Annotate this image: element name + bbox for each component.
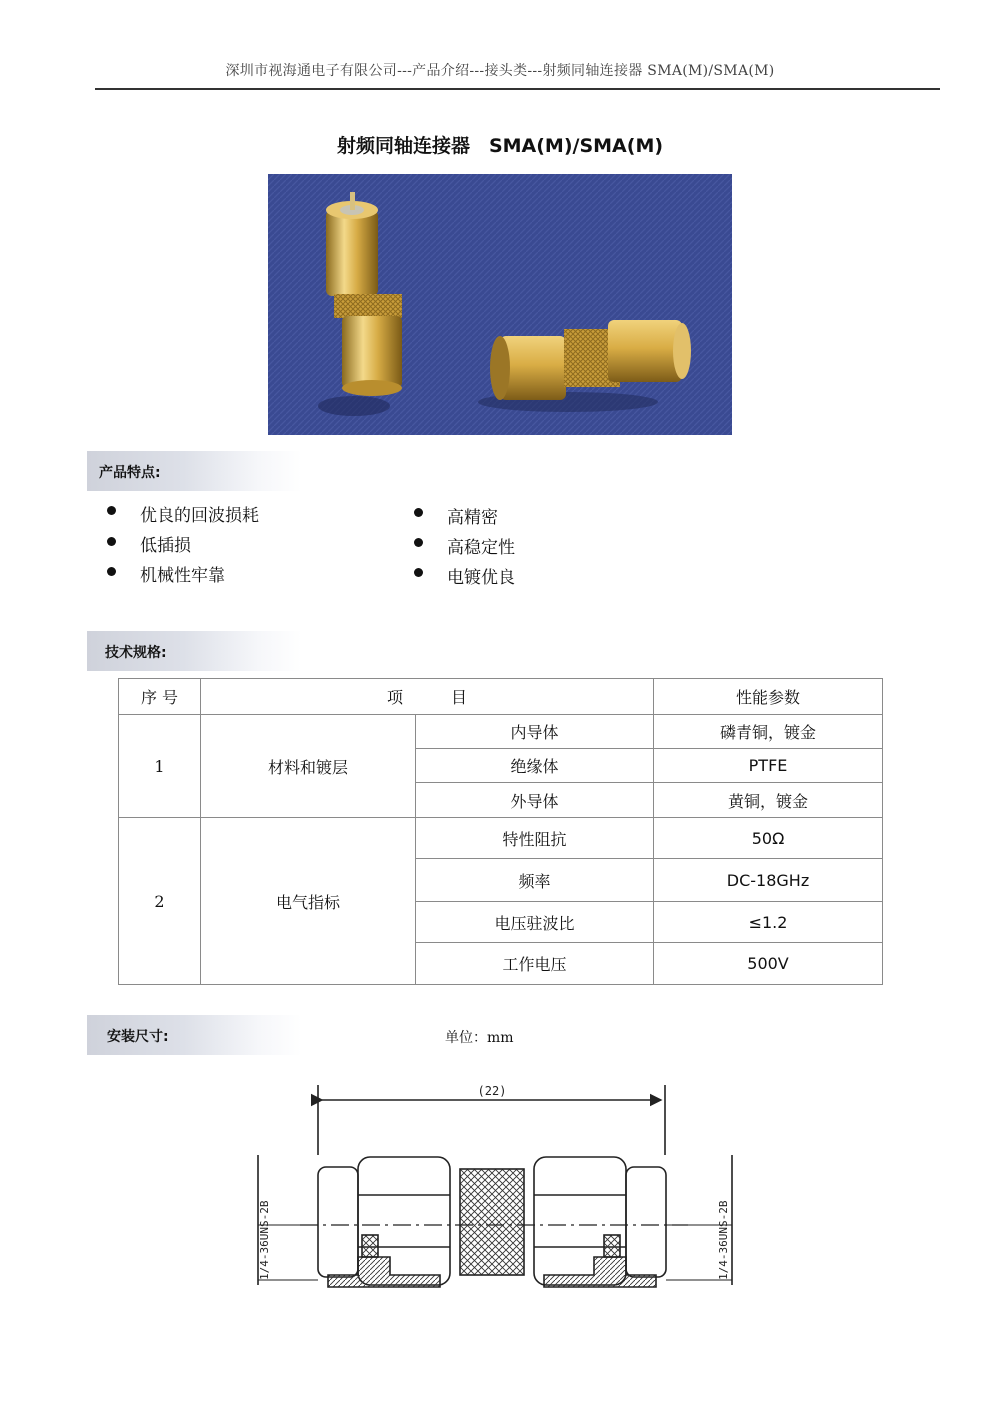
value-cell: 磷青铜，镀金	[654, 715, 883, 749]
header-item: 项 目	[201, 679, 654, 715]
header-rule	[95, 88, 940, 90]
item-cell: 外导体	[416, 783, 654, 818]
header-no: 序 号	[119, 679, 201, 715]
section-title-dimensions: 安装尺寸:	[107, 1029, 169, 1045]
feature-item: 高稳定性	[447, 538, 515, 558]
table-row	[119, 818, 883, 859]
section-title-features: 产品特点:	[99, 465, 161, 481]
group-name: 电气指标	[201, 818, 416, 985]
section-title-specs: 技术规格:	[105, 645, 167, 661]
bullet-icon	[107, 567, 116, 576]
unit-label: 单位：mm	[445, 1030, 514, 1046]
section-tag-features	[87, 451, 302, 491]
item-cell: 特性阻抗	[416, 818, 654, 859]
thread-left-label: 1/4-36UNS-2B	[258, 1200, 271, 1280]
item-cell: 内导体	[416, 715, 654, 749]
bullet-icon	[414, 538, 423, 547]
feature-item: 低插损	[140, 536, 191, 556]
item-cell: 工作电压	[416, 943, 654, 985]
row-no: 2	[119, 818, 201, 985]
table-header-row	[119, 679, 883, 715]
bullet-icon	[107, 506, 116, 515]
item-cell: 电压驻波比	[416, 902, 654, 943]
spec-table	[118, 678, 883, 985]
value-cell: ≤1.2	[654, 902, 883, 943]
bullet-icon	[414, 568, 423, 577]
value-cell: PTFE	[654, 749, 883, 783]
section-tag-dimensions	[87, 1015, 302, 1055]
row-no: 1	[119, 715, 201, 818]
item-cell: 绝缘体	[416, 749, 654, 783]
thread-right-label: 1/4-36UNS-2B	[717, 1200, 730, 1280]
group-name: 材料和镀层	[201, 715, 416, 818]
bullet-icon	[107, 537, 116, 546]
item-cell: 频率	[416, 859, 654, 902]
dimension-drawing	[240, 1075, 760, 1315]
feature-item: 机械性牢靠	[140, 566, 225, 586]
table-row	[119, 715, 883, 749]
value-cell: DC-18GHz	[654, 859, 883, 902]
feature-item: 优良的回波损耗	[140, 506, 259, 526]
product-title: 射频同轴连接器 SMA(M)/SMA(M)	[336, 135, 664, 157]
value-cell: 500V	[654, 943, 883, 985]
bullet-icon	[414, 508, 423, 517]
product-photo	[268, 174, 732, 435]
value-cell: 黄铜，镀金	[654, 783, 883, 818]
feature-item: 高精密	[447, 508, 498, 528]
value-cell: 50Ω	[654, 818, 883, 859]
feature-item: 电镀优良	[447, 568, 515, 588]
page-header-text: 深圳市视海通电子有限公司---产品介绍---接头类---射频同轴连接器 SMA(M)/SMA(M)	[225, 63, 775, 79]
section-tag-specs	[87, 631, 302, 671]
header-param: 性能参数	[654, 679, 883, 715]
overall-length-label: (22)	[477, 1084, 507, 1098]
